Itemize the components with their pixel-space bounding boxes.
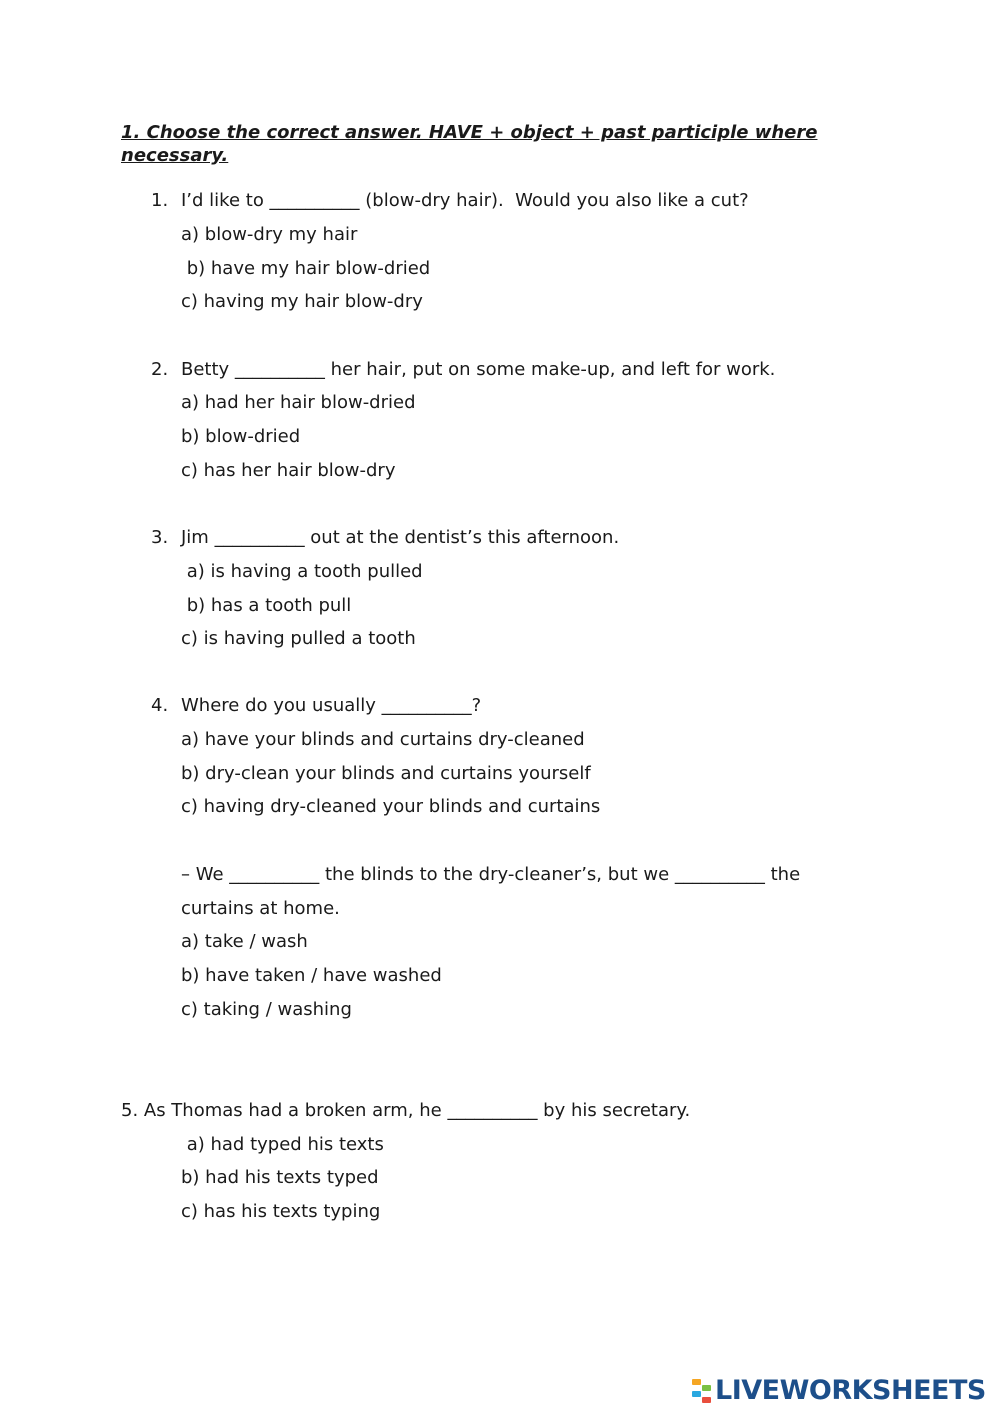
question-number: 1. [151, 190, 169, 211]
answer-option-a[interactable]: a) is having a tooth pulled [181, 561, 423, 582]
answer-option-b[interactable]: b) have my hair blow-dried [181, 258, 431, 279]
answer-option-b[interactable]: b) has a tooth pull [181, 595, 352, 616]
answer-option-b[interactable]: b) had his texts typed [181, 1167, 379, 1188]
question-stem: 5. As Thomas had a broken arm, he __________ by his secretary. [121, 1100, 691, 1121]
question-number: 3. [151, 527, 169, 548]
answer-option-a[interactable]: a) had typed his texts [181, 1134, 384, 1155]
answer-option-c[interactable]: c) is having pulled a tooth [181, 628, 416, 649]
question-stem: Jim __________ out at the dentist’s this afternoon. [181, 527, 620, 548]
answer-option-c[interactable]: c) has his texts typing [181, 1201, 381, 1222]
followup-option-c[interactable]: c) taking / washing [181, 999, 352, 1020]
liveworksheets-logo [692, 1373, 986, 1407]
answer-option-b[interactable]: b) dry-clean your blinds and curtains yourself [181, 763, 591, 784]
question-number: 4. [151, 695, 169, 716]
question-number: 2. [151, 359, 169, 380]
liveworksheets-logo-icon [692, 1377, 712, 1403]
answer-option-c[interactable]: c) has her hair blow-dry [181, 460, 396, 481]
followup-option-a[interactable]: a) take / wash [181, 931, 308, 952]
answer-option-c[interactable]: c) having dry-cleaned your blinds and curtains [181, 796, 601, 817]
answer-option-a[interactable]: a) had her hair blow-dried [181, 392, 416, 413]
followup-option-b[interactable]: b) have taken / have washed [181, 965, 442, 986]
question-stem: Betty __________ her hair, put on some make-up, and left for work. [181, 359, 776, 380]
followup-stem-line-1: – We __________ the blinds to the dry-cleaner’s, but we __________ the [181, 864, 801, 885]
answer-option-b[interactable]: b) blow-dried [181, 426, 301, 447]
answer-option-a[interactable]: a) blow-dry my hair [181, 224, 358, 245]
question-stem: Where do you usually __________? [181, 695, 482, 716]
question-stem: I’d like to __________ (blow-dry hair). Would you also like a cut? [181, 190, 749, 211]
liveworksheets-logo-text: LIVEWORKSHEETS [715, 1374, 986, 1406]
followup-stem-line-2: curtains at home. [181, 898, 340, 919]
answer-option-a[interactable]: a) have your blinds and curtains dry-cleaned [181, 729, 585, 750]
answer-option-c[interactable]: c) having my hair blow-dry [181, 291, 423, 312]
instruction-heading: 1. Choose the correct answer. HAVE + object + past participle where necessary. [121, 122, 818, 166]
